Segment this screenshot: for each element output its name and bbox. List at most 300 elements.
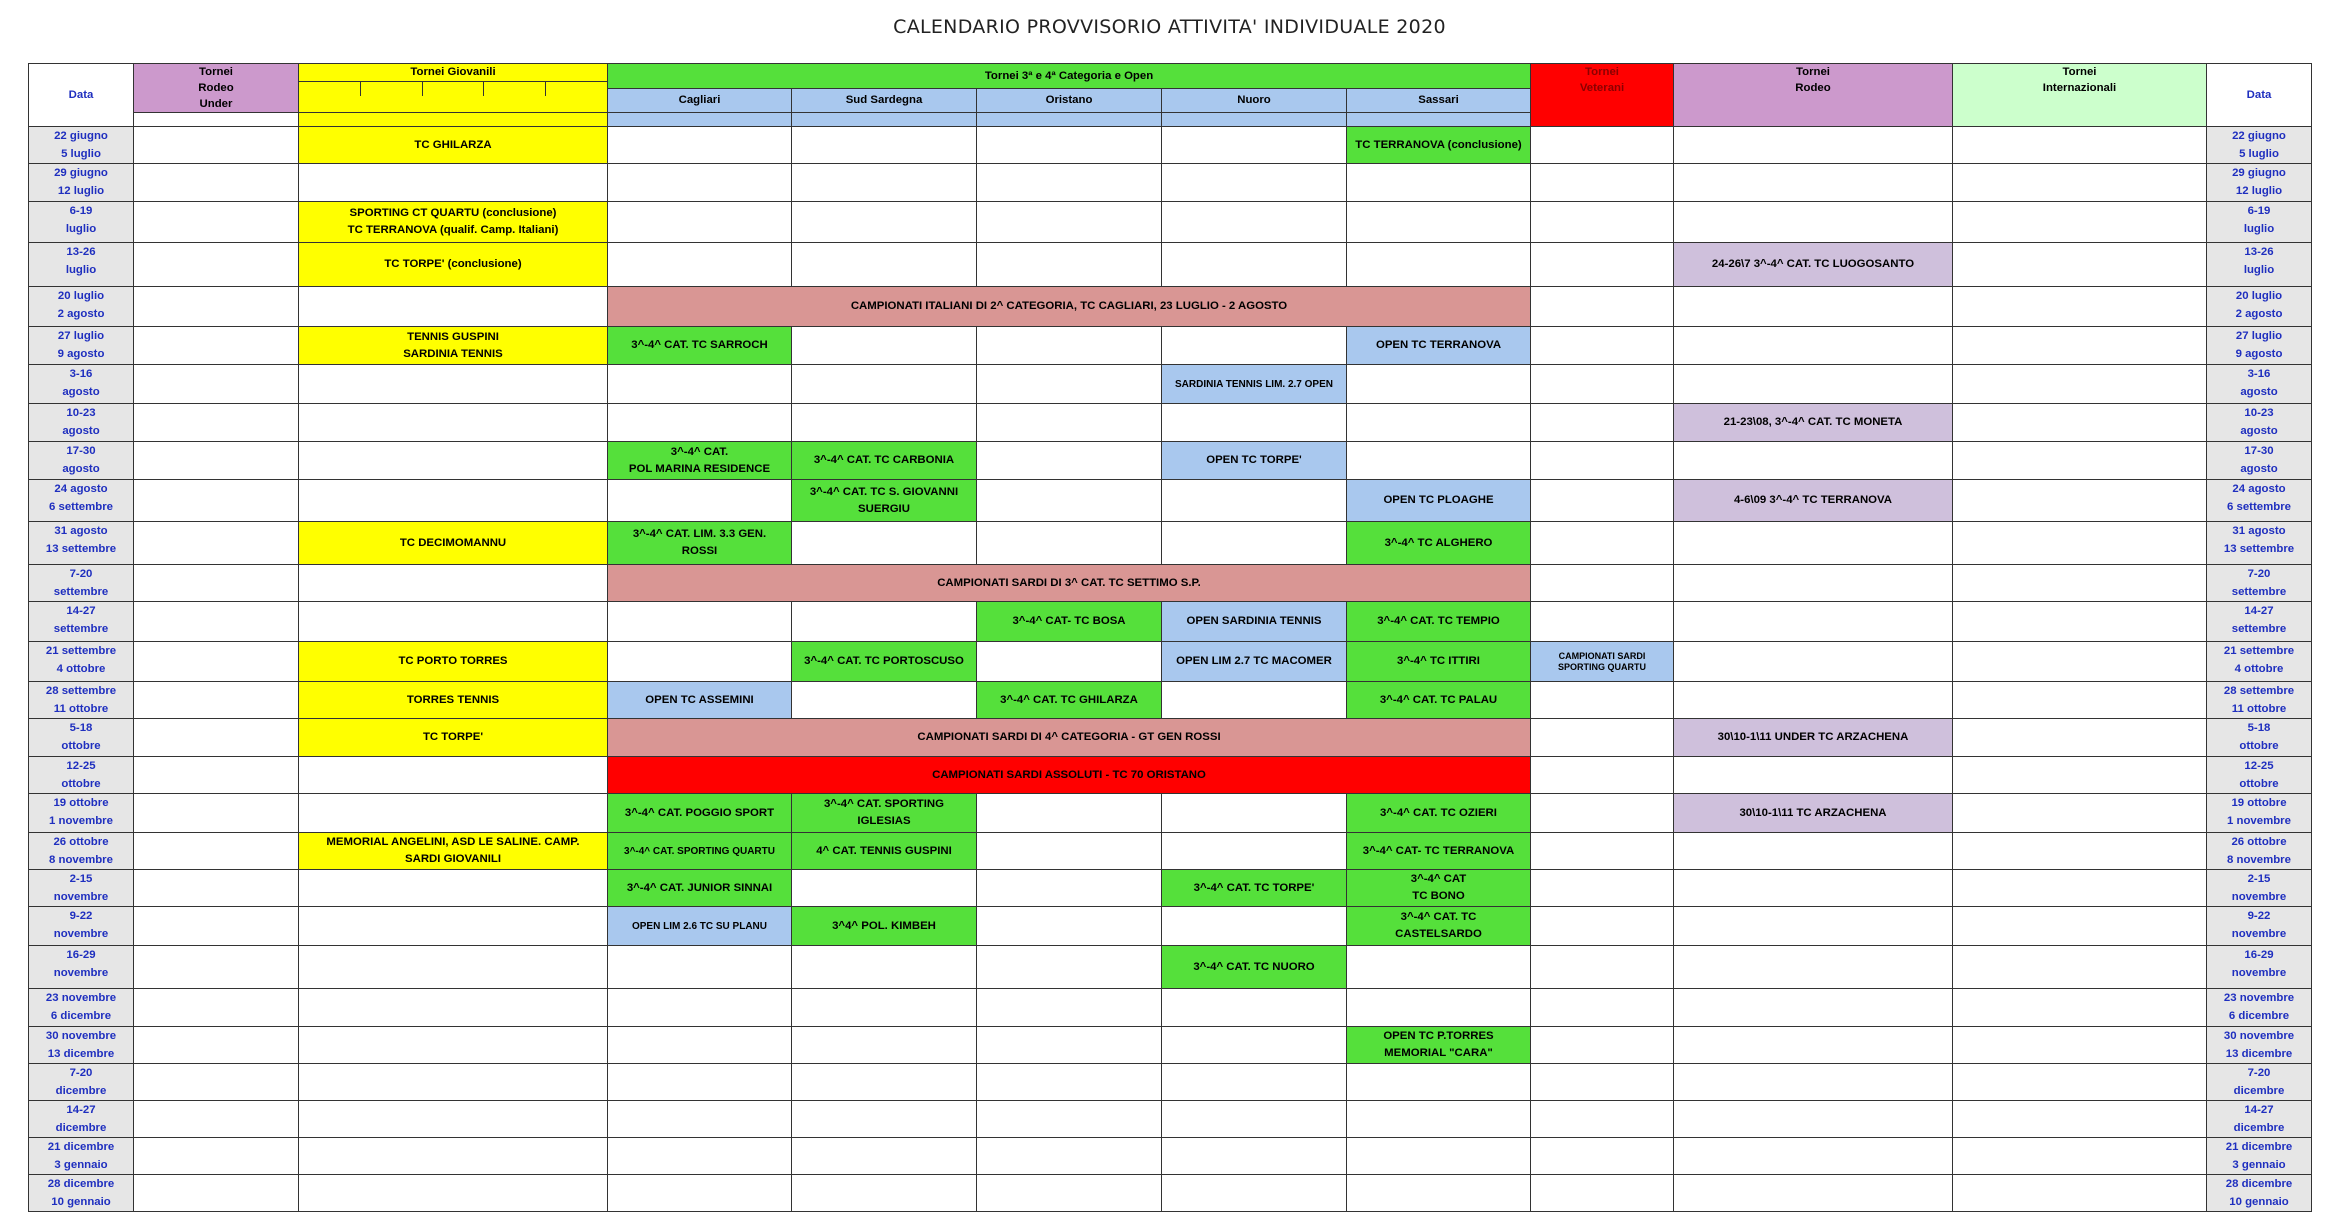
cagliari-cell: 3^-4^ CAT. SPORTING QUARTU xyxy=(608,833,792,870)
internazionali-cell xyxy=(1953,833,2207,870)
giovanili-cell: TC GHILARZA xyxy=(299,127,608,164)
sassari-cell: 3^-4^ CAT TC BONO xyxy=(1347,870,1531,907)
empty-cell xyxy=(299,565,608,602)
rodeo-under-cell xyxy=(134,682,299,719)
sassari-cell: 3^-4^ TC ITTIRI xyxy=(1347,642,1531,682)
empty-cell xyxy=(1347,404,1531,442)
empty-cell xyxy=(977,1027,1162,1064)
date-cell-right: 6-19 luglio xyxy=(2207,202,2312,243)
date-cell-left: 22 giugno 5 luglio xyxy=(29,127,134,164)
rodeo-cell: 21-23\08, 3^-4^ CAT. TC MONETA xyxy=(1674,404,1953,442)
rodeo-under-cell xyxy=(134,989,299,1027)
empty-cell xyxy=(1531,480,1674,522)
sud-sardegna-cell: 3^-4^ CAT. SPORTING IGLESIAS xyxy=(792,794,977,833)
empty-cell xyxy=(299,602,608,642)
empty-cell xyxy=(299,1064,608,1101)
empty-cell xyxy=(1674,565,1953,602)
nuoro-cell: OPEN SARDINIA TENNIS xyxy=(1162,602,1347,642)
empty-cell xyxy=(1674,127,1953,164)
internazionali-cell xyxy=(1953,202,2207,243)
internazionali-cell xyxy=(1953,1027,2207,1064)
week-row xyxy=(29,522,2312,565)
week-row xyxy=(29,1138,2312,1175)
week-row xyxy=(29,287,2312,327)
date-cell-left: 6-19 luglio xyxy=(29,202,134,243)
empty-cell xyxy=(1347,202,1531,243)
empty-cell xyxy=(1674,365,1953,404)
empty-cell xyxy=(1531,365,1674,404)
veterani-cell: CAMPIONATI SARDI SPORTING QUARTU xyxy=(1531,642,1674,682)
empty-cell xyxy=(977,522,1162,565)
empty-cell xyxy=(1674,642,1953,682)
empty-cell xyxy=(792,1101,977,1138)
empty-cell xyxy=(792,202,977,243)
internazionali-cell xyxy=(1953,1175,2207,1212)
giovanili-cell: TC TORPE' xyxy=(299,719,608,757)
empty-cell xyxy=(1162,1027,1347,1064)
rodeo-under-cell xyxy=(134,1101,299,1138)
internazionali-cell xyxy=(1953,1064,2207,1101)
rodeo-under-cell xyxy=(134,1175,299,1212)
header-giovanili: Tornei Giovanili xyxy=(299,64,608,113)
empty-cell xyxy=(1347,989,1531,1027)
date-cell-right: 31 agosto 13 settembre xyxy=(2207,522,2312,565)
empty-cell xyxy=(1674,202,1953,243)
date-cell-left: 14-27 settembre xyxy=(29,602,134,642)
date-cell-left: 30 novembre 13 dicembre xyxy=(29,1027,134,1064)
week-row xyxy=(29,602,2312,642)
cagliari-cell: 3^-4^ CAT. POL MARINA RESIDENCE xyxy=(608,442,792,480)
empty-cell xyxy=(792,1064,977,1101)
sassari-cell: 3^-4^ CAT. TC CASTELSARDO xyxy=(1347,907,1531,946)
week-row xyxy=(29,642,2312,682)
rodeo-under-cell xyxy=(134,287,299,327)
rodeo-under-cell xyxy=(134,127,299,164)
championship-span-cell: CAMPIONATI SARDI DI 4^ CATEGORIA - GT GEN ROSSI xyxy=(608,719,1531,757)
date-cell-right: 7-20 dicembre xyxy=(2207,1064,2312,1101)
date-cell-right: 24 agosto 6 settembre xyxy=(2207,480,2312,522)
empty-cell xyxy=(977,1101,1162,1138)
empty-cell xyxy=(299,365,608,404)
empty-cell xyxy=(1674,1175,1953,1212)
header-rodeo-under: Tornei Rodeo Under xyxy=(134,64,299,113)
empty-cell xyxy=(1162,1064,1347,1101)
nuoro-cell: OPEN TC TORPE' xyxy=(1162,442,1347,480)
giovanili-cell: TENNIS GUSPINI SARDINIA TENNIS xyxy=(299,327,608,365)
rodeo-under-cell xyxy=(134,602,299,642)
empty-cell xyxy=(977,794,1162,833)
empty-cell xyxy=(1674,870,1953,907)
sassari-cell: 3^-4^ CAT- TC TERRANOVA xyxy=(1347,833,1531,870)
rodeo-under-cell xyxy=(134,833,299,870)
cagliari-cell: 3^-4^ CAT. LIM. 3.3 GEN. ROSSI xyxy=(608,522,792,565)
empty-cell xyxy=(1162,1138,1347,1175)
date-cell-left: 21 dicembre 3 gennaio xyxy=(29,1138,134,1175)
empty-cell xyxy=(1162,127,1347,164)
empty-cell xyxy=(299,946,608,989)
week-row xyxy=(29,989,2312,1027)
oristano-cell: 3^-4^ CAT- TC BOSA xyxy=(977,602,1162,642)
date-cell-left: 10-23 agosto xyxy=(29,404,134,442)
nuoro-cell: 3^-4^ CAT. TC TORPE' xyxy=(1162,870,1347,907)
empty-cell xyxy=(1674,946,1953,989)
cagliari-cell: OPEN TC ASSEMINI xyxy=(608,682,792,719)
empty-cell xyxy=(608,202,792,243)
empty-cell xyxy=(1162,404,1347,442)
empty-cell xyxy=(792,1027,977,1064)
date-cell-left: 13-26 luglio xyxy=(29,243,134,287)
week-row xyxy=(29,870,2312,907)
date-cell-left: 19 ottobre 1 novembre xyxy=(29,794,134,833)
empty-cell xyxy=(299,989,608,1027)
header-sassari: Sassari xyxy=(1347,88,1531,113)
empty-cell xyxy=(1674,757,1953,794)
empty-cell xyxy=(977,327,1162,365)
internazionali-cell xyxy=(1953,682,2207,719)
week-row xyxy=(29,719,2312,757)
date-cell-left: 3-16 agosto xyxy=(29,365,134,404)
empty-cell xyxy=(1531,1064,1674,1101)
date-cell-left: 2-15 novembre xyxy=(29,870,134,907)
championship-span-cell: CAMPIONATI SARDI DI 3^ CAT. TC SETTIMO S.P. xyxy=(608,565,1531,602)
empty-cell xyxy=(608,127,792,164)
empty-cell xyxy=(1531,522,1674,565)
week-row xyxy=(29,164,2312,202)
date-cell-right: 22 giugno 5 luglio xyxy=(2207,127,2312,164)
empty-cell xyxy=(1531,989,1674,1027)
rodeo-under-cell xyxy=(134,870,299,907)
empty-cell xyxy=(1162,327,1347,365)
empty-cell xyxy=(299,442,608,480)
rodeo-cell: 30\10-1\11 UNDER TC ARZACHENA xyxy=(1674,719,1953,757)
empty-cell xyxy=(1674,907,1953,946)
empty-cell xyxy=(1531,404,1674,442)
rodeo-under-cell xyxy=(134,907,299,946)
date-cell-right: 21 settembre 4 ottobre xyxy=(2207,642,2312,682)
date-cell-right: 20 luglio 2 agosto xyxy=(2207,287,2312,327)
rodeo-under-cell xyxy=(134,1138,299,1175)
date-cell-left: 21 settembre 4 ottobre xyxy=(29,642,134,682)
cagliari-cell: 3^-4^ CAT. TC SARROCH xyxy=(608,327,792,365)
date-cell-right: 14-27 settembre xyxy=(2207,602,2312,642)
empty-cell xyxy=(1674,682,1953,719)
empty-cell xyxy=(977,989,1162,1027)
week-row xyxy=(29,907,2312,946)
date-cell-right: 30 novembre 13 dicembre xyxy=(2207,1027,2312,1064)
sassari-cell: OPEN TC PLOAGHE xyxy=(1347,480,1531,522)
empty-cell xyxy=(1162,682,1347,719)
internazionali-cell xyxy=(1953,127,2207,164)
empty-cell xyxy=(1674,833,1953,870)
date-cell-left: 5-18 ottobre xyxy=(29,719,134,757)
internazionali-cell xyxy=(1953,794,2207,833)
rodeo-under-cell xyxy=(134,1027,299,1064)
internazionali-cell xyxy=(1953,442,2207,480)
date-cell-right: 7-20 settembre xyxy=(2207,565,2312,602)
header-data-left: Data xyxy=(29,64,134,127)
week-row xyxy=(29,946,2312,989)
date-cell-left: 16-29 novembre xyxy=(29,946,134,989)
empty-cell xyxy=(1347,1101,1531,1138)
week-row xyxy=(29,480,2312,522)
empty-cell xyxy=(792,682,977,719)
date-cell-left: 24 agosto 6 settembre xyxy=(29,480,134,522)
week-row xyxy=(29,127,2312,164)
week-row xyxy=(29,794,2312,833)
date-cell-right: 12-25 ottobre xyxy=(2207,757,2312,794)
empty-cell xyxy=(792,243,977,287)
empty-cell xyxy=(1162,794,1347,833)
week-row xyxy=(29,833,2312,870)
empty-cell xyxy=(299,1175,608,1212)
empty-cell xyxy=(299,164,608,202)
sud-sardegna-cell: 3^4^ POL. KIMBEH xyxy=(792,907,977,946)
date-cell-left: 7-20 settembre xyxy=(29,565,134,602)
empty-cell xyxy=(1531,946,1674,989)
empty-cell xyxy=(1162,833,1347,870)
empty-cell xyxy=(1531,1101,1674,1138)
header-open-group: Tornei 3ª e 4ª Categoria e Open xyxy=(608,64,1531,89)
cagliari-cell: 3^-4^ CAT. POGGIO SPORT xyxy=(608,794,792,833)
week-row xyxy=(29,202,2312,243)
empty-cell xyxy=(977,1175,1162,1212)
empty-cell xyxy=(608,480,792,522)
calendar-table xyxy=(28,63,2312,1212)
week-row xyxy=(29,1175,2312,1212)
empty-cell xyxy=(1531,164,1674,202)
empty-cell xyxy=(792,327,977,365)
date-cell-left: 20 luglio 2 agosto xyxy=(29,287,134,327)
rodeo-cell: 24-26\7 3^-4^ CAT. TC LUOGOSANTO xyxy=(1674,243,1953,287)
empty-cell xyxy=(1347,946,1531,989)
empty-cell xyxy=(1531,1175,1674,1212)
empty-cell xyxy=(1162,243,1347,287)
week-row xyxy=(29,442,2312,480)
page-title: CALENDARIO PROVVISORIO ATTIVITA' INDIVIDUALE 2020 xyxy=(893,16,1446,38)
empty-cell xyxy=(608,1064,792,1101)
empty-cell xyxy=(792,989,977,1027)
date-cell-left: 17-30 agosto xyxy=(29,442,134,480)
empty-cell xyxy=(1674,602,1953,642)
empty-cell xyxy=(1531,907,1674,946)
rodeo-under-cell xyxy=(134,565,299,602)
empty-cell xyxy=(1347,243,1531,287)
rodeo-under-cell xyxy=(134,442,299,480)
date-cell-right: 28 dicembre 10 gennaio xyxy=(2207,1175,2312,1212)
empty-cell xyxy=(608,404,792,442)
empty-cell xyxy=(977,365,1162,404)
empty-cell xyxy=(608,1175,792,1212)
sassari-cell: 3^-4^ CAT. TC TEMPIO xyxy=(1347,602,1531,642)
empty-cell xyxy=(1674,327,1953,365)
empty-cell xyxy=(1674,522,1953,565)
date-cell-left: 23 novembre 6 dicembre xyxy=(29,989,134,1027)
empty-cell xyxy=(608,1101,792,1138)
sassari-cell: 3^-4^ TC ALGHERO xyxy=(1347,522,1531,565)
date-cell-right: 2-15 novembre xyxy=(2207,870,2312,907)
rodeo-under-cell xyxy=(134,480,299,522)
empty-cell xyxy=(1531,757,1674,794)
empty-cell xyxy=(792,1138,977,1175)
empty-cell xyxy=(977,946,1162,989)
cagliari-cell: 3^-4^ CAT. JUNIOR SINNAI xyxy=(608,870,792,907)
empty-cell xyxy=(977,480,1162,522)
sud-sardegna-cell: 3^-4^ CAT. TC CARBONIA xyxy=(792,442,977,480)
empty-cell xyxy=(1347,164,1531,202)
week-row xyxy=(29,404,2312,442)
rodeo-under-cell xyxy=(134,243,299,287)
date-cell-right: 14-27 dicembre xyxy=(2207,1101,2312,1138)
championship-span-cell: CAMPIONATI SARDI ASSOLUTI - TC 70 ORISTANO xyxy=(608,757,1531,794)
date-cell-left: 28 settembre 11 ottobre xyxy=(29,682,134,719)
empty-cell xyxy=(1531,602,1674,642)
internazionali-cell xyxy=(1953,1101,2207,1138)
empty-cell xyxy=(792,522,977,565)
date-cell-right: 10-23 agosto xyxy=(2207,404,2312,442)
internazionali-cell xyxy=(1953,602,2207,642)
empty-cell xyxy=(977,642,1162,682)
empty-cell xyxy=(299,404,608,442)
week-row xyxy=(29,565,2312,602)
empty-cell xyxy=(299,870,608,907)
empty-cell xyxy=(792,127,977,164)
empty-cell xyxy=(1674,1027,1953,1064)
empty-cell xyxy=(1674,1064,1953,1101)
date-cell-left: 31 agosto 13 settembre xyxy=(29,522,134,565)
empty-cell xyxy=(1674,442,1953,480)
date-cell-right: 17-30 agosto xyxy=(2207,442,2312,480)
date-cell-left: 7-20 dicembre xyxy=(29,1064,134,1101)
empty-cell xyxy=(1162,1101,1347,1138)
empty-cell xyxy=(792,602,977,642)
empty-cell xyxy=(1531,202,1674,243)
empty-cell xyxy=(792,1175,977,1212)
giovanili-cell: TC PORTO TORRES xyxy=(299,642,608,682)
nuoro-cell: SARDINIA TENNIS LIM. 2.7 OPEN xyxy=(1162,365,1347,404)
rodeo-under-cell xyxy=(134,757,299,794)
internazionali-cell xyxy=(1953,164,2207,202)
internazionali-cell xyxy=(1953,327,2207,365)
nuoro-cell: 3^-4^ CAT. TC NUORO xyxy=(1162,946,1347,989)
internazionali-cell xyxy=(1953,870,2207,907)
internazionali-cell xyxy=(1953,522,2207,565)
week-row xyxy=(29,682,2312,719)
date-cell-right: 23 novembre 6 dicembre xyxy=(2207,989,2312,1027)
empty-cell xyxy=(299,480,608,522)
sud-sardegna-cell: 4^ CAT. TENNIS GUSPINI xyxy=(792,833,977,870)
date-cell-right: 13-26 luglio xyxy=(2207,243,2312,287)
empty-cell xyxy=(1674,164,1953,202)
giovanili-cell: MEMORIAL ANGELINI, ASD LE SALINE. CAMP. SARDI GIOVANILI xyxy=(299,833,608,870)
championship-span-cell: CAMPIONATI ITALIANI DI 2^ CATEGORIA, TC CAGLIARI, 23 LUGLIO - 2 AGOSTO xyxy=(608,287,1531,327)
internazionali-cell xyxy=(1953,480,2207,522)
oristano-cell: 3^-4^ CAT. TC GHILARZA xyxy=(977,682,1162,719)
empty-cell xyxy=(1347,442,1531,480)
rodeo-under-cell xyxy=(134,719,299,757)
empty-cell xyxy=(1531,719,1674,757)
empty-cell xyxy=(1531,243,1674,287)
sassari-cell: 3^-4^ CAT. TC OZIERI xyxy=(1347,794,1531,833)
giovanili-cell: TC TORPE' (conclusione) xyxy=(299,243,608,287)
date-cell-right: 9-22 novembre xyxy=(2207,907,2312,946)
empty-cell xyxy=(1347,1138,1531,1175)
empty-cell xyxy=(1162,1175,1347,1212)
empty-cell xyxy=(608,1138,792,1175)
rodeo-cell: 30\10-1\11 TC ARZACHENA xyxy=(1674,794,1953,833)
rodeo-under-cell xyxy=(134,522,299,565)
empty-cell xyxy=(299,1101,608,1138)
rodeo-under-cell xyxy=(134,642,299,682)
empty-cell xyxy=(1531,327,1674,365)
empty-cell xyxy=(977,1138,1162,1175)
rodeo-under-cell xyxy=(134,1064,299,1101)
empty-cell xyxy=(1531,1138,1674,1175)
week-row xyxy=(29,1027,2312,1064)
empty-cell xyxy=(299,1027,608,1064)
empty-cell xyxy=(299,794,608,833)
internazionali-cell xyxy=(1953,404,2207,442)
empty-cell xyxy=(1531,442,1674,480)
empty-cell xyxy=(977,404,1162,442)
empty-cell xyxy=(977,243,1162,287)
empty-cell xyxy=(608,243,792,287)
date-cell-right: 27 luglio 9 agosto xyxy=(2207,327,2312,365)
empty-cell xyxy=(1531,833,1674,870)
empty-cell xyxy=(1162,164,1347,202)
empty-cell xyxy=(1347,365,1531,404)
header-nuoro: Nuoro xyxy=(1162,88,1347,113)
date-cell-right: 3-16 agosto xyxy=(2207,365,2312,404)
empty-cell xyxy=(1162,522,1347,565)
cagliari-cell: OPEN LIM 2.6 TC SU PLANU xyxy=(608,907,792,946)
date-cell-right: 28 settembre 11 ottobre xyxy=(2207,682,2312,719)
empty-cell xyxy=(1531,1027,1674,1064)
header-sud-sardegna: Sud Sardegna xyxy=(792,88,977,113)
week-row xyxy=(29,757,2312,794)
empty-cell xyxy=(977,1064,1162,1101)
header-data-right: Data xyxy=(2207,64,2312,127)
empty-cell xyxy=(1162,907,1347,946)
empty-cell xyxy=(1531,287,1674,327)
empty-cell xyxy=(977,833,1162,870)
giovanili-cell: SPORTING CT QUARTU (conclusione) TC TERRANOVA (qualif. Camp. Italiani) xyxy=(299,202,608,243)
date-cell-right: 16-29 novembre xyxy=(2207,946,2312,989)
empty-cell xyxy=(1531,565,1674,602)
date-cell-left: 9-22 novembre xyxy=(29,907,134,946)
empty-cell xyxy=(1162,202,1347,243)
week-row xyxy=(29,1064,2312,1101)
sud-sardegna-cell: 3^-4^ CAT. TC PORTOSCUSO xyxy=(792,642,977,682)
empty-cell xyxy=(1674,989,1953,1027)
empty-cell xyxy=(792,870,977,907)
empty-cell xyxy=(1674,1101,1953,1138)
empty-cell xyxy=(977,870,1162,907)
date-cell-right: 21 dicembre 3 gennaio xyxy=(2207,1138,2312,1175)
empty-cell xyxy=(977,164,1162,202)
date-cell-right: 5-18 ottobre xyxy=(2207,719,2312,757)
week-row xyxy=(29,243,2312,287)
empty-cell xyxy=(608,602,792,642)
sassari-cell: 3^-4^ CAT. TC PALAU xyxy=(1347,682,1531,719)
empty-cell xyxy=(608,989,792,1027)
empty-cell xyxy=(299,757,608,794)
header-veterani: Tornei Veterani xyxy=(1531,64,1674,127)
sud-sardegna-cell: 3^-4^ CAT. TC S. GIOVANNI SUERGIU xyxy=(792,480,977,522)
empty-cell xyxy=(977,442,1162,480)
empty-cell xyxy=(792,404,977,442)
sassari-cell: TC TERRANOVA (conclusione) xyxy=(1347,127,1531,164)
empty-cell xyxy=(1674,287,1953,327)
